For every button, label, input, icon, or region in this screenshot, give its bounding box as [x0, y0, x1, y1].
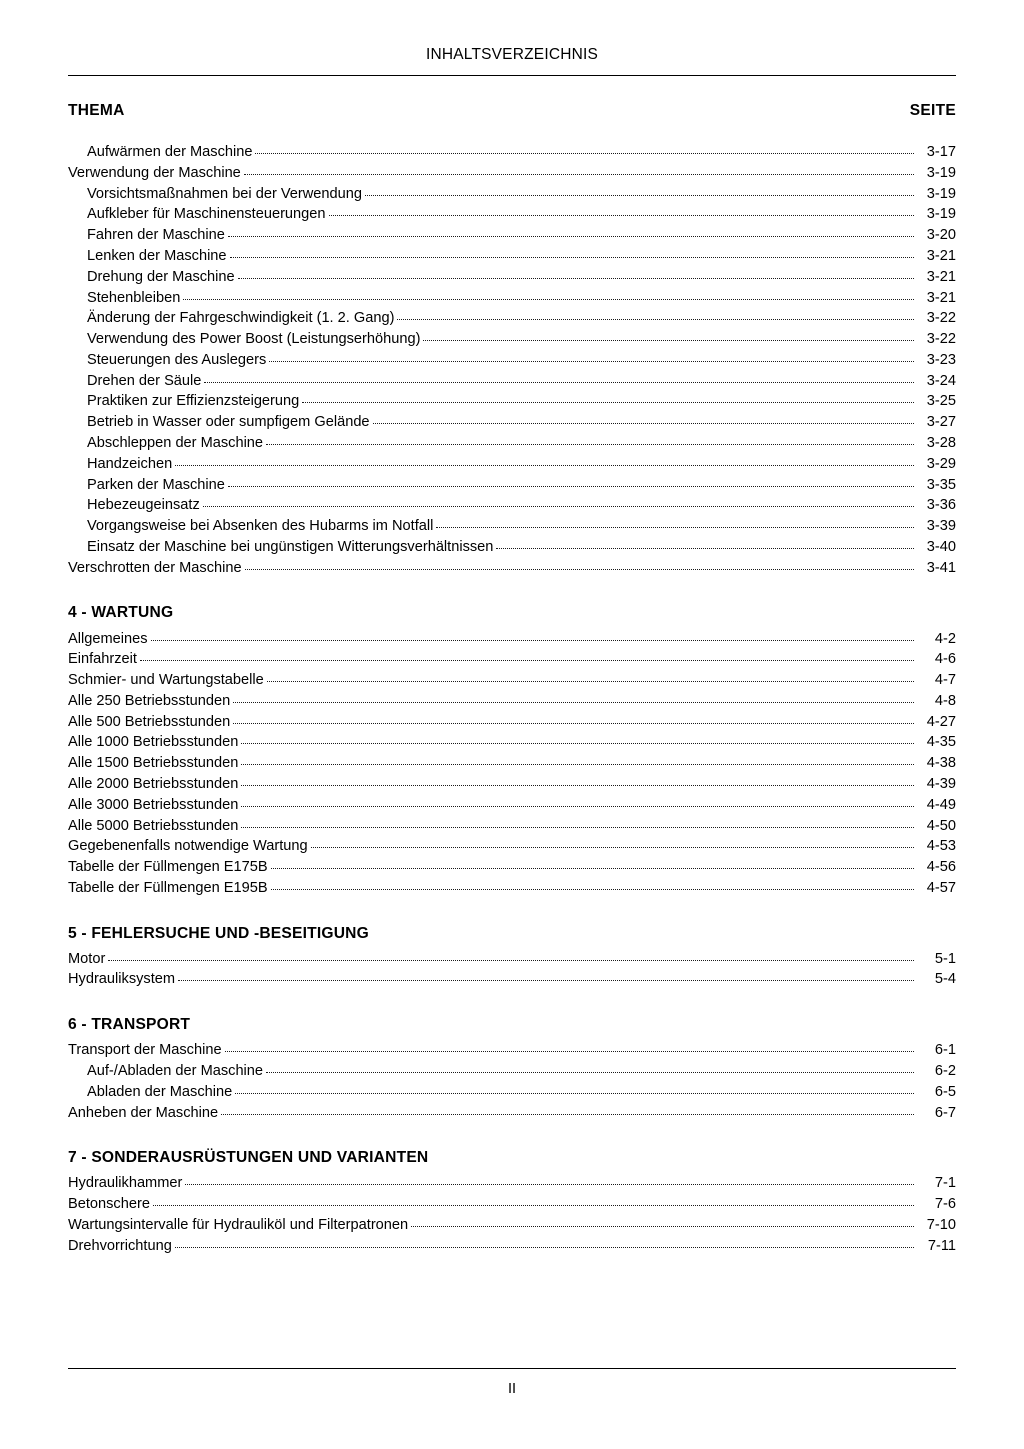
- toc-leader-dots: [266, 1072, 914, 1073]
- toc-leader-dots: [140, 660, 914, 661]
- toc-leader-dots: [267, 681, 914, 682]
- toc-entry-page: 3-24: [926, 372, 956, 389]
- toc-entry-title: Vorsichtsmaßnahmen bei der Verwendung: [87, 185, 363, 202]
- toc-entry-title: Alle 500 Betriebsstunden: [68, 713, 231, 730]
- toc-leader-dots: [175, 1247, 914, 1248]
- footer-divider: [68, 1368, 956, 1369]
- toc-entry-title: Verschrotten der Maschine: [68, 559, 242, 576]
- toc-entry[interactable]: [68, 1082, 956, 1103]
- toc-leader-dots: [203, 506, 914, 507]
- toc-leader-dots: [241, 785, 914, 786]
- toc-entry-page: 3-19: [926, 164, 956, 181]
- toc-entry-title: Alle 250 Betriebsstunden: [68, 692, 231, 709]
- toc-entry-page: 4-49: [926, 796, 956, 813]
- toc-entry[interactable]: [68, 774, 956, 795]
- toc-entry[interactable]: [68, 475, 956, 496]
- toc-entry-page: 4-7: [934, 672, 956, 689]
- toc-leader-dots: [108, 960, 914, 961]
- toc-entry-page: 3-19: [926, 206, 956, 223]
- toc-entry-page: 4-39: [926, 775, 956, 792]
- toc-leader-dots: [235, 1093, 914, 1094]
- toc-leader-dots: [204, 382, 914, 383]
- page-footer: [68, 1368, 956, 1397]
- toc-entry-title: Betonschere: [68, 1196, 150, 1213]
- toc-entry-title: Hydrauliksystem: [68, 971, 176, 988]
- toc-entry-page: 4-2: [934, 630, 956, 647]
- toc-entry-page: 4-38: [926, 755, 956, 772]
- toc-entry[interactable]: [68, 691, 956, 712]
- toc-entry[interactable]: [68, 495, 956, 516]
- footer-page-number: II: [507, 1381, 517, 1397]
- column-headers: [68, 102, 956, 120]
- toc-leader-dots: [228, 236, 914, 237]
- toc-entry-page: 3-22: [926, 310, 956, 327]
- toc-entry[interactable]: [68, 949, 956, 970]
- toc-entry[interactable]: [68, 1215, 956, 1236]
- toc-entry-title: Änderung der Fahrgeschwindigkeit (1. 2. Gang): [87, 310, 395, 327]
- toc-entry-title: Drehvorrichtung: [68, 1237, 172, 1254]
- toc-entry-page: 6-1: [934, 1042, 956, 1059]
- toc-entry-title: Anheben der Maschine: [68, 1104, 219, 1121]
- toc-entry[interactable]: [68, 753, 956, 774]
- toc-entry-page: 4-27: [926, 713, 956, 730]
- toc-entry-page: 4-56: [926, 859, 956, 876]
- toc-leader-dots: [228, 486, 914, 487]
- toc-entry[interactable]: [68, 287, 956, 308]
- toc-entry-page: 7-11: [927, 1237, 956, 1254]
- toc-entry-title: Drehen der Säule: [87, 372, 202, 389]
- toc-entry[interactable]: [68, 815, 956, 836]
- toc-leader-dots: [230, 257, 914, 258]
- toc-leader-dots: [241, 743, 914, 744]
- toc-entry-page: 3-29: [926, 455, 956, 472]
- toc-leader-dots: [241, 806, 914, 807]
- toc-entry-page: 3-21: [926, 248, 956, 264]
- toc-leader-dots: [269, 361, 914, 362]
- toc-leader-dots: [241, 827, 914, 828]
- toc-leader-dots: [373, 423, 914, 424]
- toc-entry[interactable]: [68, 1040, 956, 1061]
- toc-entry[interactable]: [68, 836, 956, 857]
- toc-section-heading: 6 - TRANSPORT: [68, 1016, 191, 1034]
- toc-entry-title: Betrieb in Wasser oder sumpfigem Gelände: [87, 414, 370, 431]
- toc-entry-title: Tabelle der Füllmengen E195B: [68, 879, 268, 896]
- toc-entry[interactable]: [68, 558, 956, 579]
- toc-entry-title: Vorgangsweise bei Absenken des Hubarms im Notfall: [87, 518, 434, 535]
- toc-entry-title: Transport der Maschine: [68, 1042, 222, 1059]
- toc-entry[interactable]: [68, 246, 956, 267]
- toc-entry-page: 3-19: [926, 185, 956, 202]
- toc-entry[interactable]: [68, 1102, 956, 1123]
- toc-entry-title: Einsatz der Maschine bei ungünstigen Witterungsverhältnissen: [87, 538, 494, 555]
- toc-entry-page: 3-22: [926, 331, 956, 348]
- toc-entry-title: Allgemeines: [68, 630, 148, 647]
- toc-leader-dots: [271, 889, 914, 890]
- toc-entry-title: Hydraulikhammer: [68, 1175, 183, 1192]
- toc-entry-page: 3-20: [926, 227, 956, 244]
- toc-section-heading: 4 - WARTUNG: [68, 604, 174, 622]
- toc-entry-page: 3-39: [926, 518, 956, 535]
- toc-leader-dots: [397, 319, 914, 320]
- table-of-contents: [68, 142, 956, 1256]
- toc-leader-dots: [496, 548, 914, 549]
- toc-leader-dots: [233, 702, 914, 703]
- toc-entry-page: 3-35: [926, 476, 956, 493]
- toc-entry[interactable]: [68, 412, 956, 433]
- toc-leader-dots: [329, 215, 914, 216]
- toc-group: [68, 1149, 956, 1256]
- toc-entry-title: Auf-/Abladen der Maschine: [87, 1063, 264, 1079]
- toc-entry-title: Alle 1500 Betriebsstunden: [68, 755, 239, 772]
- toc-entry-title: Alle 1000 Betriebsstunden: [68, 734, 239, 751]
- toc-entry-page: 6-5: [934, 1083, 956, 1100]
- toc-entry-page: 7-1: [934, 1175, 956, 1192]
- toc-entry[interactable]: [68, 433, 956, 454]
- toc-entry[interactable]: [68, 628, 956, 649]
- toc-section-heading: 5 - FEHLERSUCHE UND -BESEITIGUNG: [68, 924, 369, 942]
- toc-section-heading: 7 - SONDERAUSRÜSTUNGEN UND VARIANTEN: [68, 1149, 429, 1167]
- toc-entry[interactable]: [68, 267, 956, 288]
- column-header-topic: THEMA: [68, 102, 125, 119]
- toc-entry[interactable]: [68, 454, 956, 475]
- toc-leader-dots: [244, 174, 914, 175]
- toc-entry-page: 3-17: [926, 144, 956, 161]
- toc-entry[interactable]: [68, 969, 956, 990]
- toc-entry-title: Aufwärmen der Maschine: [87, 144, 253, 161]
- toc-entry-title: Parken der Maschine: [87, 476, 225, 493]
- toc-group: [68, 142, 956, 578]
- toc-entry-page: 6-7: [934, 1104, 956, 1121]
- toc-group: [68, 1016, 956, 1123]
- toc-entry-title: Lenken der Maschine: [87, 248, 227, 264]
- toc-entry-page: 4-8: [934, 692, 956, 709]
- toc-entry-page: 3-27: [926, 414, 956, 431]
- toc-entry[interactable]: [68, 732, 956, 753]
- toc-entry-page: 7-6: [934, 1196, 956, 1213]
- toc-entry[interactable]: [68, 1061, 956, 1082]
- toc-entry[interactable]: [68, 142, 956, 163]
- toc-entry[interactable]: [68, 225, 956, 246]
- toc-entry-title: Wartungsintervalle für Hydrauliköl und Filterpatronen: [68, 1216, 409, 1233]
- toc-entry-title: Hebezeugeinsatz: [87, 497, 200, 514]
- toc-entry-title: Verwendung des Power Boost (Leistungserhöhung): [87, 331, 421, 348]
- toc-entry-page: 3-23: [926, 351, 956, 368]
- toc-entry[interactable]: [68, 350, 956, 371]
- toc-entry[interactable]: [68, 649, 956, 670]
- toc-entry[interactable]: [68, 308, 956, 329]
- toc-entry-page: 3-36: [926, 497, 956, 514]
- toc-entry-page: 4-57: [926, 879, 956, 896]
- toc-entry[interactable]: [68, 1173, 956, 1194]
- toc-entry-title: Handzeichen: [87, 455, 173, 472]
- toc-group: [68, 604, 956, 898]
- toc-entry[interactable]: [68, 516, 956, 537]
- toc-entry-title: Verwendung der Maschine: [68, 164, 241, 181]
- toc-entry-title: Tabelle der Füllmengen E175B: [68, 859, 268, 876]
- toc-entry-page: 3-41: [926, 559, 956, 576]
- toc-entry-title: Praktiken zur Effizienzsteigerung: [87, 393, 300, 410]
- toc-entry-title: Einfahrzeit: [68, 651, 137, 668]
- toc-leader-dots: [423, 340, 914, 341]
- toc-entry[interactable]: [68, 1194, 956, 1215]
- toc-entry[interactable]: [68, 371, 956, 392]
- toc-group: [68, 925, 956, 991]
- toc-entry-page: 7-10: [926, 1216, 956, 1233]
- toc-leader-dots: [238, 278, 914, 279]
- toc-leader-dots: [245, 569, 914, 570]
- toc-leader-dots: [225, 1051, 914, 1052]
- toc-leader-dots: [365, 195, 914, 196]
- toc-entry[interactable]: [68, 537, 956, 558]
- toc-entry-page: 5-4: [934, 971, 956, 988]
- toc-entry[interactable]: [68, 878, 956, 899]
- toc-leader-dots: [255, 153, 914, 154]
- toc-entry-title: Steuerungen des Auslegers: [87, 351, 267, 368]
- page-header-title: INHALTSVERZEICHNIS: [425, 46, 599, 63]
- toc-entry-title: Schmier- und Wartungstabelle: [68, 672, 264, 689]
- toc-entry[interactable]: [68, 795, 956, 816]
- toc-entry-title: Abladen der Maschine: [87, 1083, 233, 1100]
- toc-entry-title: Alle 3000 Betriebsstunden: [68, 796, 239, 813]
- header-divider: [68, 75, 956, 76]
- column-header-page: SEITE: [909, 102, 956, 119]
- toc-entry-title: Gegebenenfalls notwendige Wartung: [68, 838, 308, 855]
- toc-leader-dots: [271, 868, 914, 869]
- toc-entry-page: 3-40: [926, 538, 956, 555]
- toc-leader-dots: [436, 527, 914, 528]
- toc-entry-title: Alle 2000 Betriebsstunden: [68, 775, 239, 792]
- toc-entry-page: 3-21: [926, 268, 956, 285]
- toc-leader-dots: [241, 764, 914, 765]
- toc-leader-dots: [183, 299, 914, 300]
- toc-leader-dots: [153, 1205, 914, 1206]
- toc-entry-page: 6-2: [934, 1063, 956, 1079]
- toc-leader-dots: [411, 1226, 914, 1227]
- toc-entry-page: 4-35: [926, 734, 956, 751]
- toc-entry-page: 4-53: [926, 838, 956, 855]
- toc-entry[interactable]: [68, 204, 956, 225]
- toc-entry-page: 4-6: [934, 651, 956, 668]
- toc-entry[interactable]: [68, 857, 956, 878]
- toc-entry-page: 3-28: [926, 435, 956, 452]
- toc-leader-dots: [302, 402, 914, 403]
- toc-entry[interactable]: [68, 163, 956, 184]
- toc-entry-page: 4-50: [926, 817, 956, 834]
- toc-entry[interactable]: [68, 1236, 956, 1257]
- toc-leader-dots: [311, 847, 914, 848]
- toc-entry[interactable]: [68, 391, 956, 412]
- toc-entry[interactable]: [68, 184, 956, 205]
- toc-leader-dots: [175, 465, 914, 466]
- toc-leader-dots: [266, 444, 914, 445]
- toc-entry[interactable]: [68, 670, 956, 691]
- toc-entry-page: 5-1: [934, 950, 956, 967]
- toc-leader-dots: [233, 723, 914, 724]
- toc-entry-title: Abschleppen der Maschine: [87, 435, 264, 452]
- toc-entry-page: 3-21: [926, 289, 956, 306]
- toc-entry[interactable]: [68, 329, 956, 350]
- toc-entry-title: Aufkleber für Maschinensteuerungen: [87, 206, 326, 223]
- toc-entry-title: Fahren der Maschine: [87, 227, 225, 244]
- toc-leader-dots: [178, 980, 914, 981]
- toc-leader-dots: [151, 640, 915, 641]
- toc-entry-title: Drehung der Maschine: [87, 268, 235, 285]
- toc-leader-dots: [221, 1114, 914, 1115]
- toc-leader-dots: [185, 1184, 914, 1185]
- toc-entry-title: Stehenbleiben: [87, 289, 181, 306]
- toc-entry-title: Alle 5000 Betriebsstunden: [68, 817, 239, 834]
- toc-entry-page: 3-25: [926, 393, 956, 410]
- toc-entry-title: Motor: [68, 950, 106, 967]
- toc-entry[interactable]: [68, 712, 956, 733]
